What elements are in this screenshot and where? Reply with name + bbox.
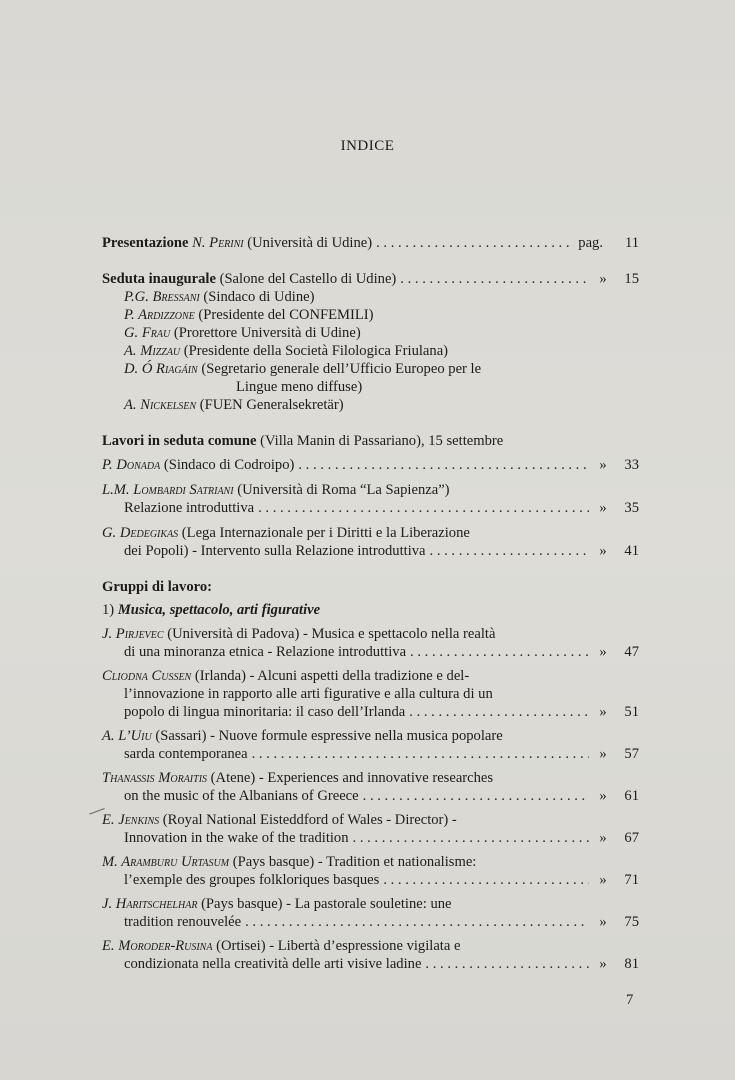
- page-number: 47: [624, 644, 639, 660]
- ditto-mark: »: [599, 543, 607, 559]
- toc-entry-lombardi-l1: L.M. Lombardi Satriani (Università di Roma “La Sapienza”): [102, 482, 450, 498]
- ditto-mark: »: [599, 644, 607, 660]
- leader-dots: [383, 871, 589, 889]
- leader-dots: [430, 542, 589, 560]
- subsection-heading-musica: 1) Musica, spettacolo, arti figurative: [102, 602, 321, 618]
- entry-author: J. Pirjevec: [102, 626, 164, 642]
- toc-entry-jenkins[interactable]: Innovation in the wake of the tradition . . . » 67: [102, 829, 639, 847]
- ditto-mark: »: [599, 830, 607, 846]
- page-number: 71: [624, 872, 639, 888]
- entry-author: N. Perini: [192, 235, 244, 251]
- ditto-mark: »: [599, 956, 607, 972]
- entry-author: P. Donada: [102, 457, 161, 473]
- page-number: 75: [624, 914, 639, 930]
- toc-entry-cussen-l2: l’innovazione in rapporto alle arti figurative e alla cultura di un: [124, 686, 493, 702]
- entry-affiliation: (Salone del Castello di Udine): [215, 271, 397, 287]
- toc-entry-presentazione[interactable]: [102, 234, 639, 252]
- page-number: 51: [624, 704, 639, 720]
- seduta-speaker: P.G. Bressani (Sindaco di Udine): [124, 289, 315, 305]
- toc-entry-pirjevec-l1: J. Pirjevec (Università di Padova) - Musica e spettacolo nella realtà: [102, 626, 496, 642]
- leader-dots: [409, 703, 589, 721]
- page-number: 11: [624, 235, 639, 251]
- entry-affiliation: (Università di Udine): [243, 235, 373, 251]
- ditto-mark: »: [599, 914, 607, 930]
- leader-dots: [410, 643, 589, 661]
- ditto-mark: »: [599, 500, 607, 516]
- page-number: 35: [624, 500, 639, 516]
- entry-author: G. Dedegikas: [102, 525, 179, 541]
- leader-dots: [245, 913, 589, 931]
- entry-author: A. L’Uiu: [102, 728, 152, 744]
- entry-author: J. Haritschelhar: [102, 896, 198, 912]
- entry-author: Cliodna Cussen: [102, 668, 192, 684]
- entry-label: Seduta inaugurale: [102, 271, 216, 287]
- toc-entry-dedegikas[interactable]: dei Popoli) - Intervento sulla Relazione introduttiva . . . » 41: [102, 542, 639, 560]
- toc-entry-aramburu[interactable]: l’exemple des groupes folkloriques basques . . . » 71: [102, 871, 639, 889]
- toc-entry-haritschelhar[interactable]: tradition renouvelée . . . » 75: [102, 913, 639, 931]
- toc-entry-cussen[interactable]: popolo di lingua minoritaria: il caso dell’Irlanda . . . » 51: [102, 703, 639, 721]
- leader-dots: [363, 787, 589, 805]
- toc-entry-aramburu-l1: M. Aramburu Urtasum (Pays basque) - Tradition et nationalisme:: [102, 854, 477, 870]
- ditto-mark: »: [599, 271, 607, 287]
- leader-dots: [425, 955, 589, 973]
- toc-entry-moroder-l1: E. Moroder-Rusina (Ortisei) - Libertà d’espressione vigilata e: [102, 938, 461, 954]
- page-number: 81: [624, 956, 639, 972]
- leader-dots: [400, 270, 589, 288]
- ditto-mark: »: [599, 704, 607, 720]
- toc-entry-haritschelhar-l1: J. Haritschelhar (Pays basque) - La pastorale souletine: une: [102, 896, 452, 912]
- section-heading-gruppi: Gruppi di lavoro:: [102, 579, 213, 595]
- leader-dots: [376, 234, 574, 252]
- page-number: 67: [624, 830, 639, 846]
- seduta-speaker: D. Ó Riagáin (Segretario generale dell’Ufficio Europeo per le: [124, 361, 482, 377]
- pag-label: pag.: [578, 235, 603, 251]
- leader-dots: [252, 745, 589, 763]
- leader-dots: [353, 829, 589, 847]
- toc-entry-cussen-l1: Cliodna Cussen (Irlanda) - Alcuni aspetti della tradizione e del-: [102, 668, 470, 684]
- seduta-speaker: A. Nickelsen (FUEN Generalsekretär): [124, 397, 344, 413]
- toc-entry-moraitis-l1: Thanassis Moraitis (Atene) - Experiences and innovative researches: [102, 770, 494, 786]
- ditto-mark: »: [599, 872, 607, 888]
- seduta-speaker: P. Ardizzone (Presidente del CONFEMILI): [124, 307, 374, 323]
- toc-entry-donada[interactable]: P. Donada (Sindaco di Codroipo) . . . » 33: [102, 456, 639, 474]
- page-number: 33: [624, 457, 639, 473]
- ditto-mark: »: [599, 746, 607, 762]
- toc-entry-jenkins-l1: E. Jenkins (Royal National Eisteddford of Wales - Director) -: [102, 812, 457, 828]
- section-heading-lavori: Lavori in seduta comune (Villa Manin di Passariano), 15 settembre: [102, 433, 504, 449]
- toc-entry-pirjevec[interactable]: di una minoranza etnica - Relazione introduttiva . . . » 47: [102, 643, 639, 661]
- entry-author: E. Jenkins: [102, 812, 160, 828]
- entry-author: M. Aramburu Urtasum: [102, 854, 230, 870]
- toc-entry-seduta-inaugurale[interactable]: [102, 270, 639, 288]
- seduta-speaker: A. Mizzau (Presidente della Società Filologica Friulana): [124, 343, 449, 359]
- page-number: 41: [624, 543, 639, 559]
- entry-author: Thanassis Moraitis: [102, 770, 208, 786]
- page-title: INDICE: [340, 138, 395, 154]
- toc-entry-luiu[interactable]: sarda contemporanea . . . » 57: [102, 745, 639, 763]
- page-number: 15: [624, 271, 639, 287]
- entry-author: E. Moroder-Rusina: [102, 938, 213, 954]
- toc-entry-moraitis[interactable]: on the music of the Albanians of Greece . . . » 61: [102, 787, 639, 805]
- seduta-speaker: G. Frau (Prorettore Università di Udine): [124, 325, 361, 341]
- page-number: 61: [624, 788, 639, 804]
- toc-entry-luiu-l1: A. L’Uiu (Sassari) - Nuove formule espressive nella musica popolare: [102, 728, 503, 744]
- leader-dots: [298, 456, 589, 474]
- seduta-speaker-continuation: Lingue meno diffuse): [236, 379, 363, 395]
- leader-dots: [258, 499, 589, 517]
- entry-label: Presentazione: [102, 235, 189, 251]
- ditto-mark: »: [599, 788, 607, 804]
- ditto-mark: »: [599, 457, 607, 473]
- toc-entry-moroder[interactable]: condizionata nella creatività delle arti visive ladine . . . » 81: [102, 955, 639, 973]
- entry-author: L.M. Lombardi Satriani: [102, 482, 234, 498]
- page-number: 57: [624, 746, 639, 762]
- toc-entry-lombardi[interactable]: Relazione introduttiva . . . » 35: [102, 499, 639, 517]
- page-folio: 7: [626, 992, 634, 1008]
- toc-entry-dedegikas-l1: G. Dedegikas (Lega Internazionale per i Diritti e la Liberazione: [102, 525, 470, 541]
